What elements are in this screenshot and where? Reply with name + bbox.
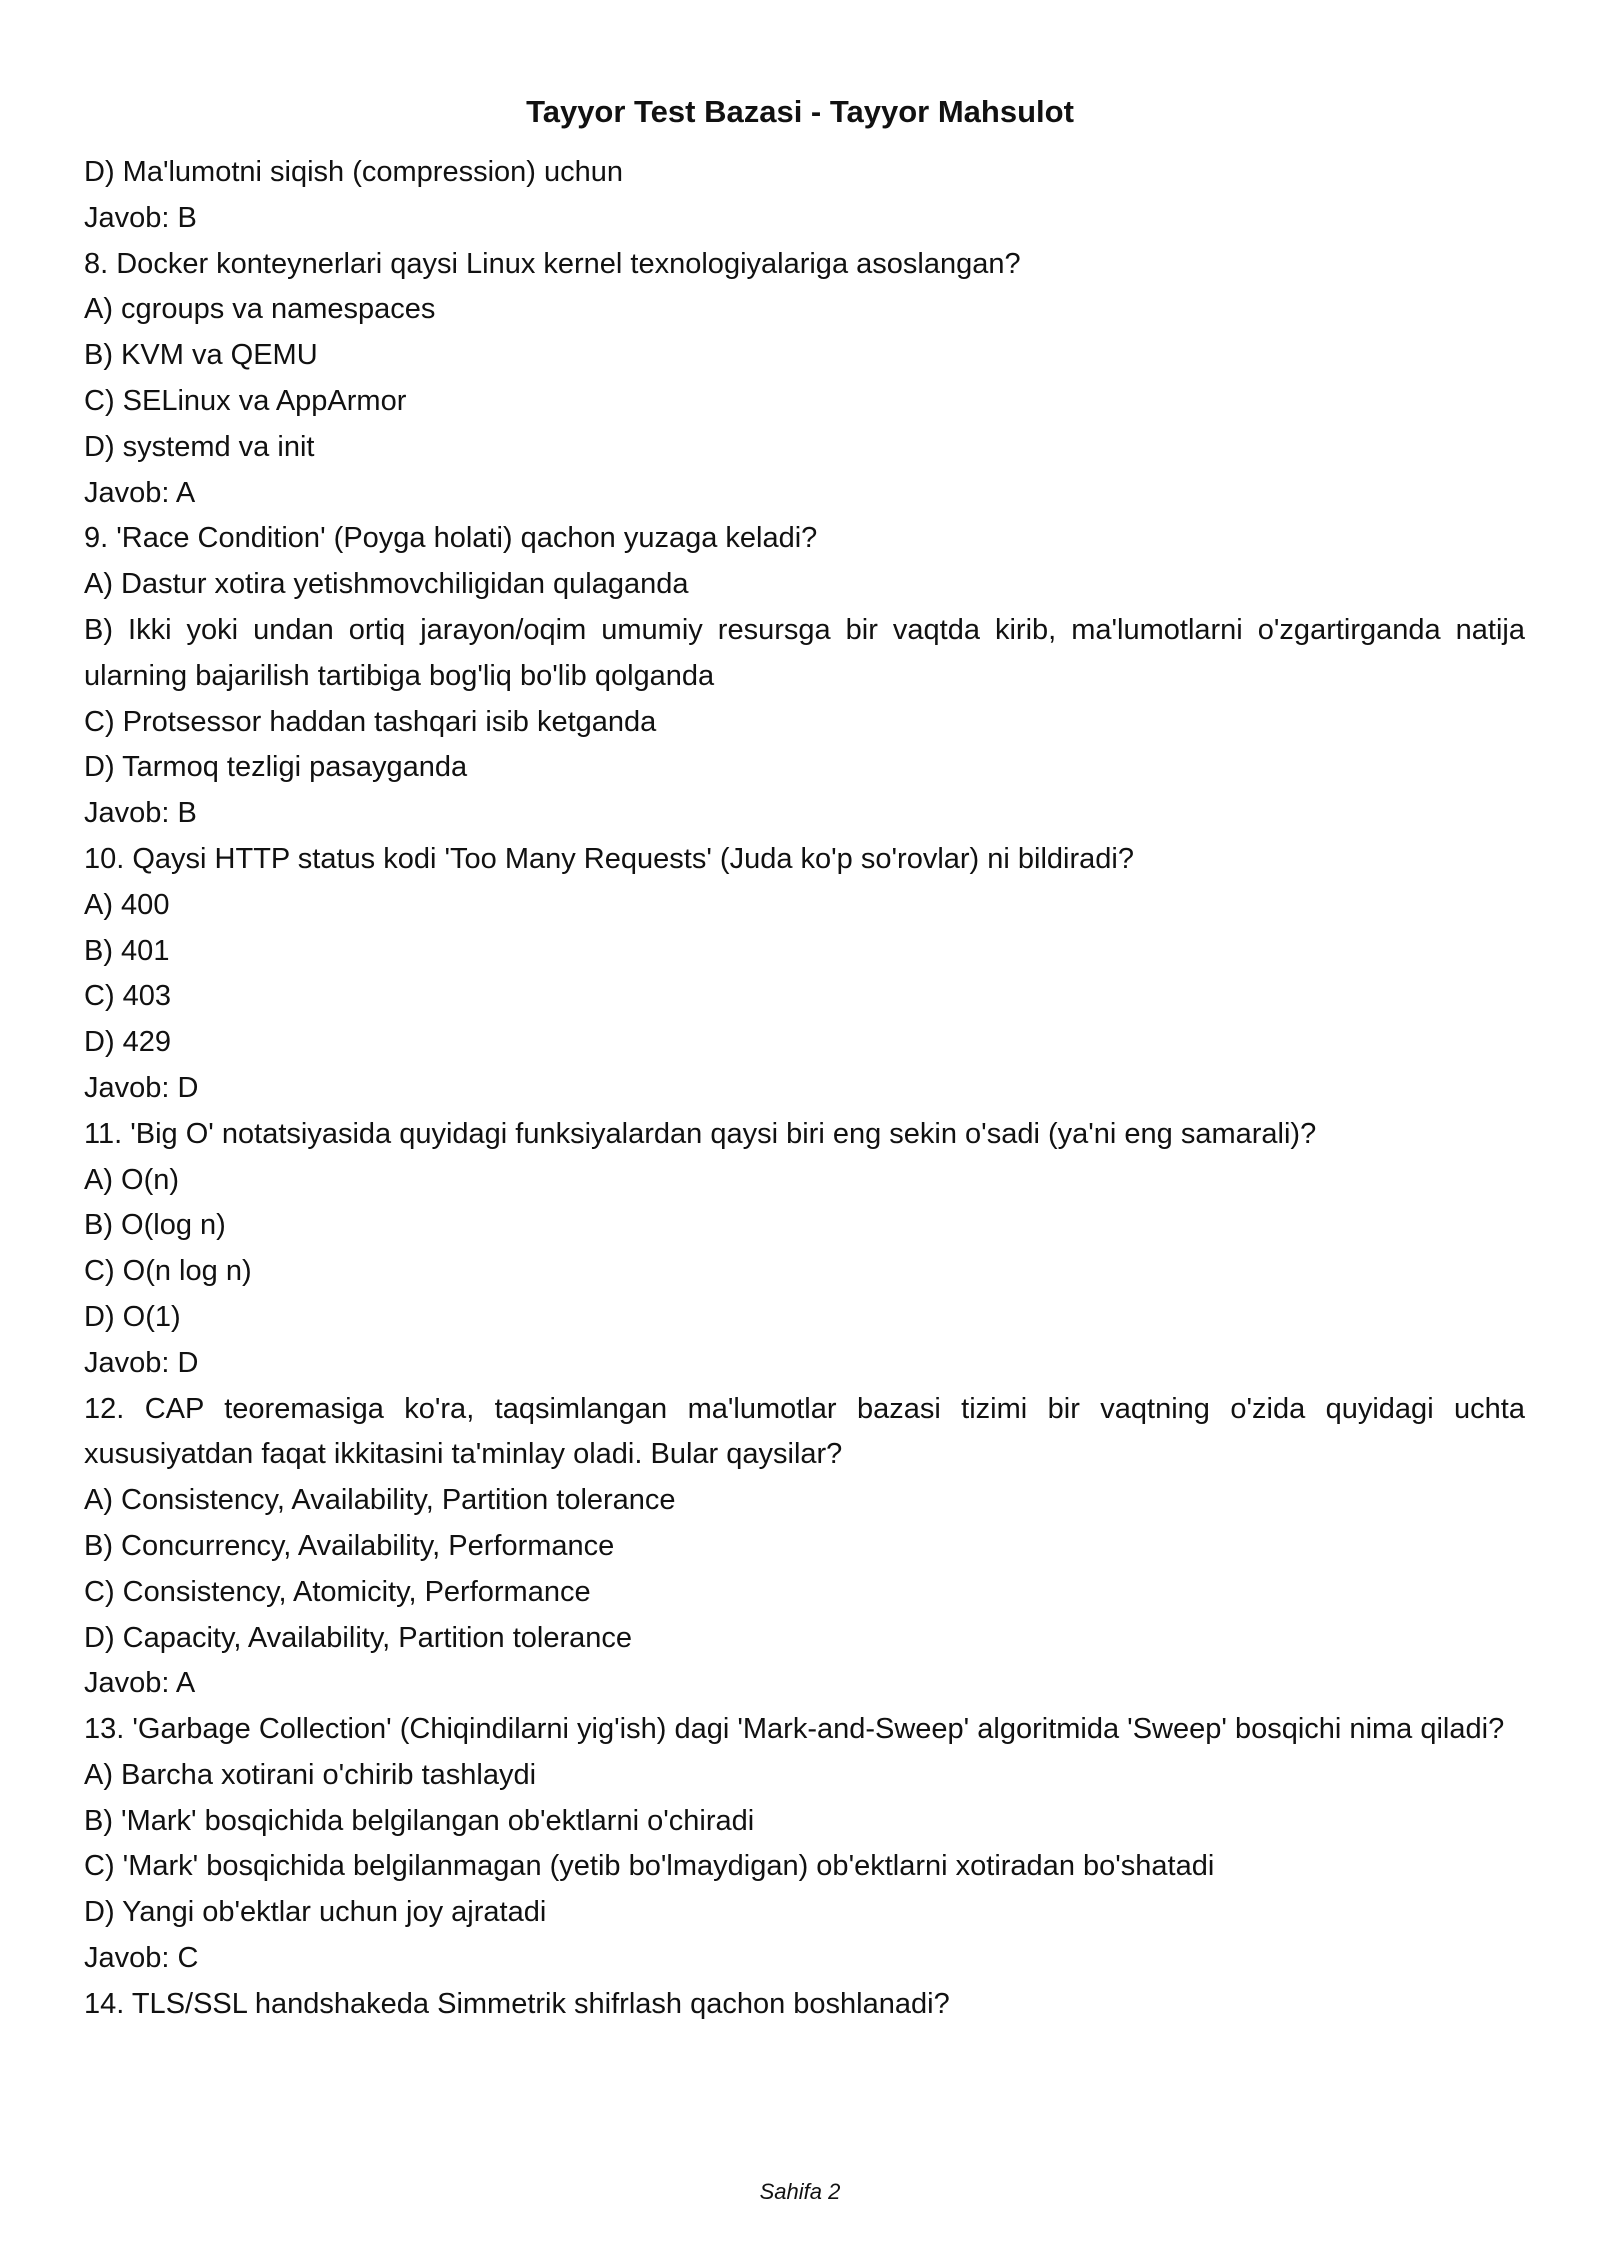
answer-key: Javob: A [84, 476, 196, 509]
answer-option: D) systemd va init [84, 430, 315, 463]
answer-option: C) SELinux va AppArmor [84, 384, 407, 417]
answer-option: D) Capacity, Availability, Partition tolerance [84, 1621, 633, 1654]
page-title: Tayyor Test Bazasi - Tayyor Mahsulot [526, 94, 1074, 129]
answer-key: Javob: B [84, 797, 197, 830]
question-text: 13. 'Garbage Collection' (Chiqindilarni yig'ish) dagi 'Mark-and-Sweep' algoritmida 'Sweep' bosqichi nima qiladi? [84, 1713, 1505, 1746]
document-body [84, 150, 1525, 2028]
answer-option: D) Yangi ob'ektlar uchun joy ajratadi [84, 1896, 547, 1929]
answer-key: Javob: B [84, 201, 197, 234]
question-text: 12. CAP teoremasiga ko'ra, taqsimlangan ma'lumotlar bazasi tizimi bir vaqtning o'zida quyidagi uchta xususiyatdan faqat ikkitasini ta'minlay oladi. Bular qaysilar? [84, 1392, 1525, 1471]
answer-option: A) 400 [84, 888, 170, 921]
answer-option: C) 'Mark' bosqichida belgilanmagan (yetib bo'lmaydigan) ob'ektlarni xotiradan bo'shatadi [84, 1850, 1215, 1883]
answer-option: B) O(log n) [84, 1209, 226, 1242]
answer-option: D) Ma'lumotni siqish (compression) uchun [84, 156, 624, 188]
answer-option: D) O(1) [84, 1300, 181, 1333]
answer-option: B) 401 [84, 934, 170, 967]
answer-option: D) Tarmoq tezligi pasayganda [84, 751, 468, 784]
answer-option: C) O(n log n) [84, 1255, 252, 1288]
answer-option: D) 429 [84, 1026, 172, 1059]
answer-option: B) KVM va QEMU [84, 339, 318, 372]
answer-key: Javob: D [84, 1071, 199, 1104]
answer-option: B) 'Mark' bosqichida belgilangan ob'ektlarni o'chiradi [84, 1804, 755, 1837]
answer-option: C) Consistency, Atomicity, Performance [84, 1575, 591, 1608]
answer-option: A) Barcha xotirani o'chirib tashlaydi [84, 1758, 537, 1791]
answer-key: Javob: C [84, 1942, 199, 1975]
answer-option: A) cgroups va namespaces [84, 293, 436, 326]
question-text: 11. 'Big O' notatsiyasida quyidagi funksiyalardan qaysi biri eng sekin o'sadi (ya'ni eng samarali)? [84, 1117, 1317, 1150]
answer-option: A) Dastur xotira yetishmovchiligidan qulaganda [84, 568, 689, 601]
question-text: 10. Qaysi HTTP status kodi 'Too Many Requests' (Juda ko'p so'rovlar) ni bildiradi? [84, 842, 1134, 875]
question-text: 9. 'Race Condition' (Poyga holati) qachon yuzaga keladi? [84, 522, 818, 555]
answer-option: B) Ikki yoki undan ortiq jarayon/oqim umumiy resursga bir vaqtda kirib, ma'lumotlarni o'zgartirganda natija ularning bajarilish tartibiga bog'liq bo'lib qolganda [84, 613, 1525, 692]
question-text: 8. Docker konteynerlari qaysi Linux kernel texnologiyalariga asoslangan? [84, 247, 1021, 280]
question-text: 14. TLS/SSL handshakeda Simmetrik shifrlash qachon boshlanadi? [84, 1987, 950, 2020]
answer-key: Javob: A [84, 1667, 196, 1700]
answer-option: B) Concurrency, Availability, Performance [84, 1529, 615, 1562]
answer-option: C) Protsessor haddan tashqari isib ketganda [84, 705, 657, 738]
answer-option: A) O(n) [84, 1163, 180, 1196]
page-number: Sahifa 2 [759, 2179, 841, 2204]
answer-option: C) 403 [84, 980, 172, 1013]
answer-key: Javob: D [84, 1346, 199, 1379]
answer-option: A) Consistency, Availability, Partition tolerance [84, 1484, 676, 1517]
